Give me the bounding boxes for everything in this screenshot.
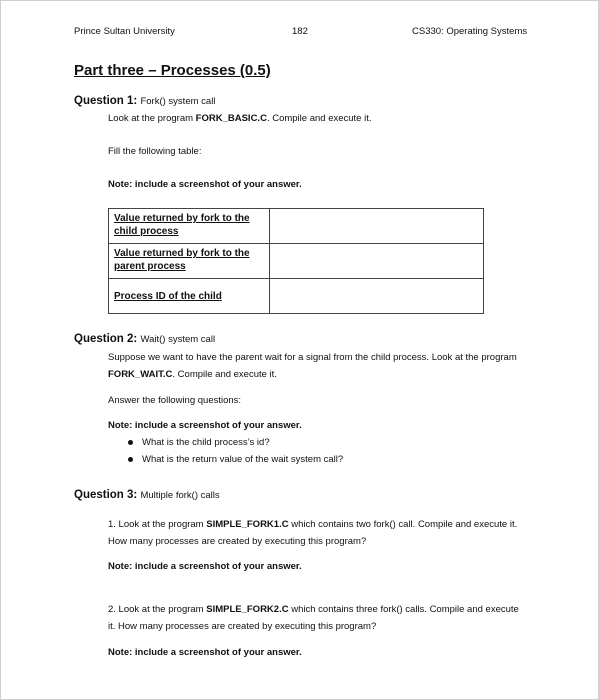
table-cell-label: Value returned by fork to the child process (109, 209, 270, 244)
question-1-note: Note: include a screenshot of your answer. (108, 179, 302, 190)
q3-item-1-start: 1. Look at the program (108, 519, 207, 530)
question-2-heading (74, 333, 215, 345)
q3-item-1-end: which contains two fork() call. Compile and execute it. How many processes are created by executing this program? (108, 519, 518, 547)
question-1-topic: Fork() system call (140, 96, 216, 107)
question-1-label: Question 1: (74, 95, 138, 107)
table-row (109, 244, 484, 279)
question-3-label: Question 3: (74, 489, 138, 501)
q2-paragraph-start: Suppose we want to have the parent wait for a signal from the child process. Look at the program (108, 352, 517, 363)
q3-item-2-start: 2. Look at the program (108, 604, 207, 615)
table-row (109, 279, 484, 314)
q1-instruction-prefix: Look at the program (108, 113, 196, 124)
question-3-heading (74, 489, 220, 501)
table-row (109, 209, 484, 244)
q1-program-name: FORK_BASIC.C (195, 113, 267, 124)
list-item (108, 434, 343, 451)
page-number: 182 (292, 26, 308, 37)
question-1-instruction (108, 110, 372, 127)
q2-paragraph-end: . Compile and execute it. (172, 369, 277, 380)
question-1-fill-text: Fill the following table: (108, 146, 202, 157)
bullet-text: What is the return value of the wait system call? (142, 454, 344, 465)
table-cell-label: Value returned by fork to the parent process (109, 244, 270, 279)
q3-item-2-end: which contains three fork() calls. Compile and execute it. How many processes are created by executing this program? (108, 604, 519, 632)
bullet-icon (128, 440, 133, 445)
question-2-topic: Wait() system call (140, 334, 216, 345)
q3-item-1-program: SIMPLE_FORK1.C (206, 519, 289, 530)
question-2-answer-text: Answer the following questions: (108, 395, 242, 406)
q3-item-2-program: SIMPLE_FORK2.C (206, 604, 289, 615)
table-cell-value[interactable] (270, 279, 484, 314)
q2-program-name: FORK_WAIT.C (108, 369, 173, 380)
question-2-paragraph (108, 349, 528, 383)
question-1-heading (74, 95, 215, 107)
header-university: Prince Sultan University (74, 26, 175, 37)
question-2-note: Note: include a screenshot of your answer. (108, 420, 302, 431)
question-3-item-2 (108, 601, 528, 635)
question-3-note-2: Note: include a screenshot of your answer. (108, 647, 302, 658)
part-title: Part three – Processes (0.5) (74, 62, 271, 79)
q1-instruction-suffix: . Compile and execute it. (266, 113, 372, 124)
bullet-icon (128, 457, 133, 462)
table-cell-value[interactable] (270, 209, 484, 244)
bullet-text: What is the child process’s id? (142, 437, 270, 448)
question-2-label: Question 2: (74, 333, 138, 345)
answer-table (108, 208, 484, 314)
question-2-bullet-list (108, 434, 343, 468)
list-item (108, 451, 343, 468)
header-course: CS330: Operating Systems (412, 26, 528, 37)
question-3-item-1 (108, 516, 528, 550)
table-cell-value[interactable] (270, 244, 484, 279)
table-cell-label: Process ID of the child (109, 279, 270, 314)
question-3-topic: Multiple fork() calls (140, 490, 220, 501)
question-3-note-1: Note: include a screenshot of your answer. (108, 561, 302, 572)
